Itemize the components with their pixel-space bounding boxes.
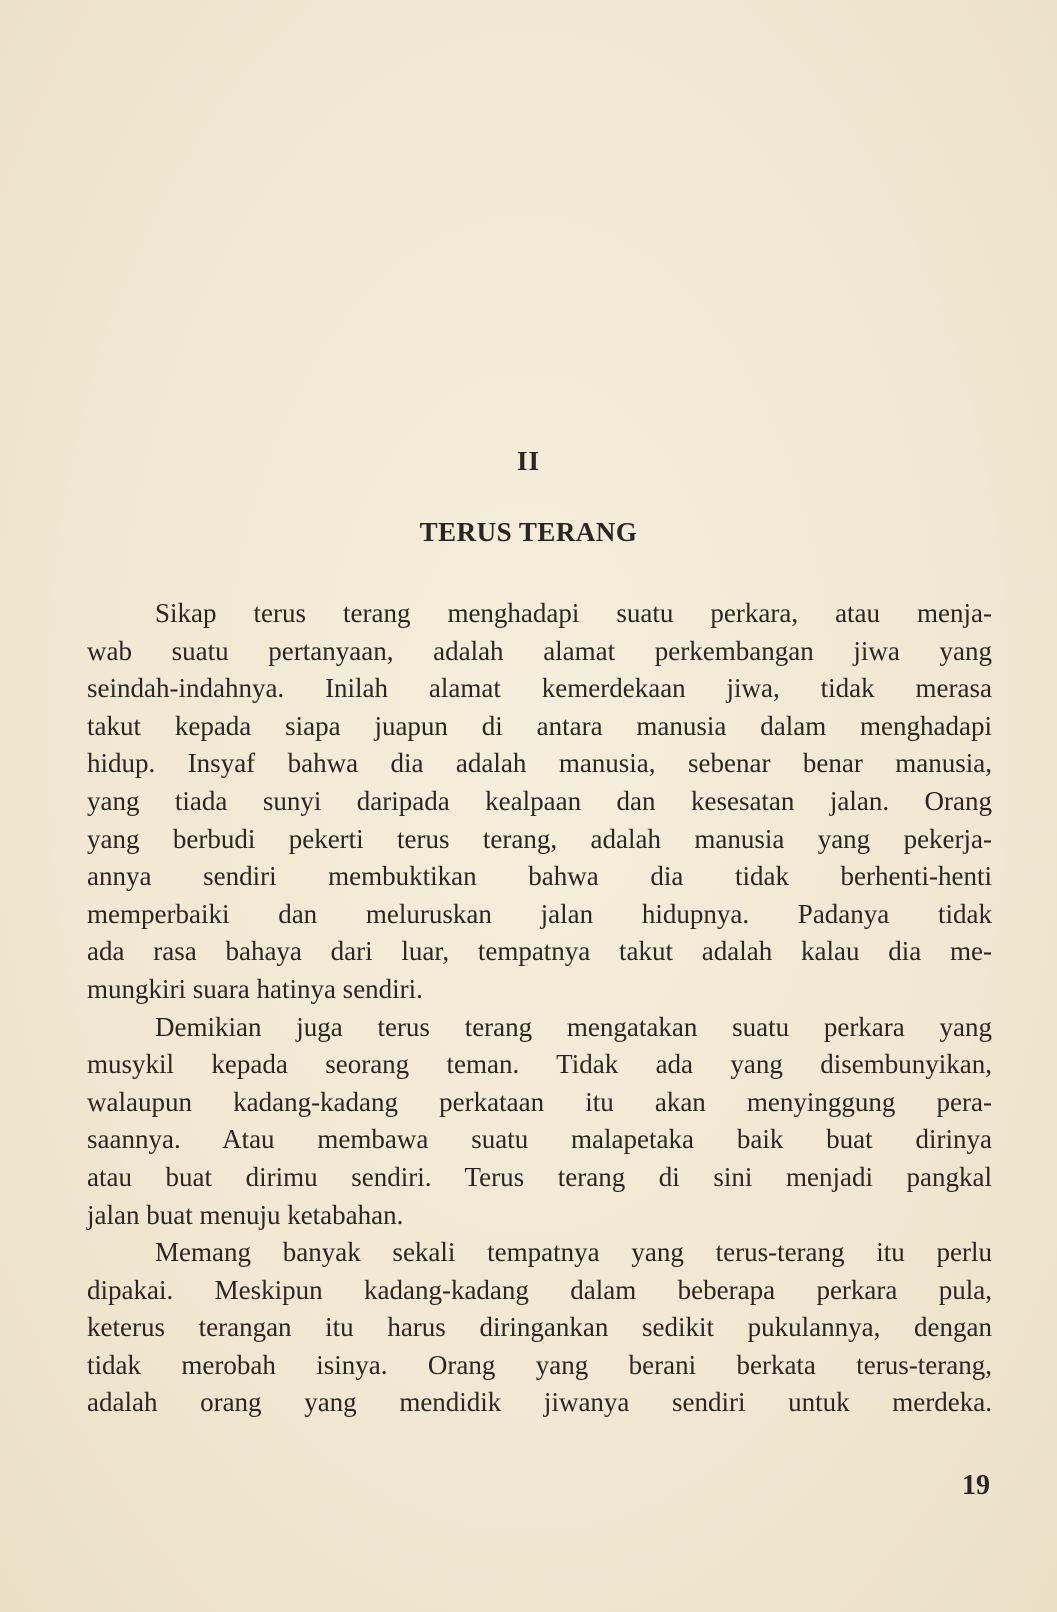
text-line: wab suatu pertanyaan, adalah alamat perkembangan jiwa yang: [87, 635, 992, 666]
text-line: tidak merobah isinya. Orang yang berani berkata terus-terang,: [87, 1349, 992, 1380]
chapter-number: II: [516, 446, 540, 476]
text-line: memperbaiki dan meluruskan jalan hidupnya. Padanya tidak: [87, 898, 992, 929]
text-line: keterus terangan itu harus diringankan sedikit pukulannya, dengan: [87, 1312, 992, 1343]
text-line: atau buat dirimu sendiri. Terus terang di sini menjadi pangkal: [87, 1161, 992, 1192]
text-line: Memang banyak sekali tempatnya yang terus-terang itu perlu: [155, 1237, 992, 1268]
text-line: hidup. Insyaf bahwa dia adalah manusia, sebenar benar manusia,: [87, 748, 992, 779]
paragraph-3: [87, 1234, 992, 1422]
text-line: yang berbudi pekerti terus terang, adalah manusia yang pekerja-: [87, 823, 992, 854]
text-line: saannya. Atau membawa suatu malapetaka baik buat dirinya: [87, 1124, 992, 1155]
text-line: jalan buat menuju ketabahan.: [87, 1199, 404, 1230]
text-line: dipakai. Meskipun kadang-kadang dalam beberapa perkara pula,: [87, 1274, 992, 1305]
text-line: walaupun kadang-kadang perkataan itu akan menyinggung pera-: [87, 1086, 992, 1117]
paragraph-1: [87, 595, 992, 1009]
text-line: takut kepada siapa juapun di antara manusia dalam menghadapi: [87, 710, 992, 741]
chapter-title: TERUS TERANG: [419, 517, 638, 547]
text-line: mungkiri suara hatinya sendiri.: [87, 973, 423, 1004]
text-line: adalah orang yang mendidik jiwanya sendiri untuk merdeka.: [87, 1387, 992, 1418]
text-line: ada rasa bahaya dari luar, tempatnya takut adalah kalau dia me-: [87, 936, 992, 967]
text-line: Demikian juga terus terang mengatakan suatu perkara yang: [155, 1011, 992, 1042]
text-line: yang tiada sunyi daripada kealpaan dan kesesatan jalan. Orang: [87, 785, 992, 816]
text-line: seindah-indahnya. Inilah alamat kemerdekaan jiwa, tidak merasa: [87, 673, 992, 704]
text-line: musykil kepada seorang teman. Tidak ada yang disembunyikan,: [87, 1049, 992, 1080]
paragraph-2: [87, 1009, 992, 1235]
page-number: 19: [962, 1470, 990, 1501]
body-text: [87, 595, 992, 1422]
text-line: Sikap terus terang menghadapi suatu perkara, atau menja-: [155, 598, 992, 628]
text-line: annya sendiri membuktikan bahwa dia tidak berhenti-henti: [87, 861, 992, 892]
